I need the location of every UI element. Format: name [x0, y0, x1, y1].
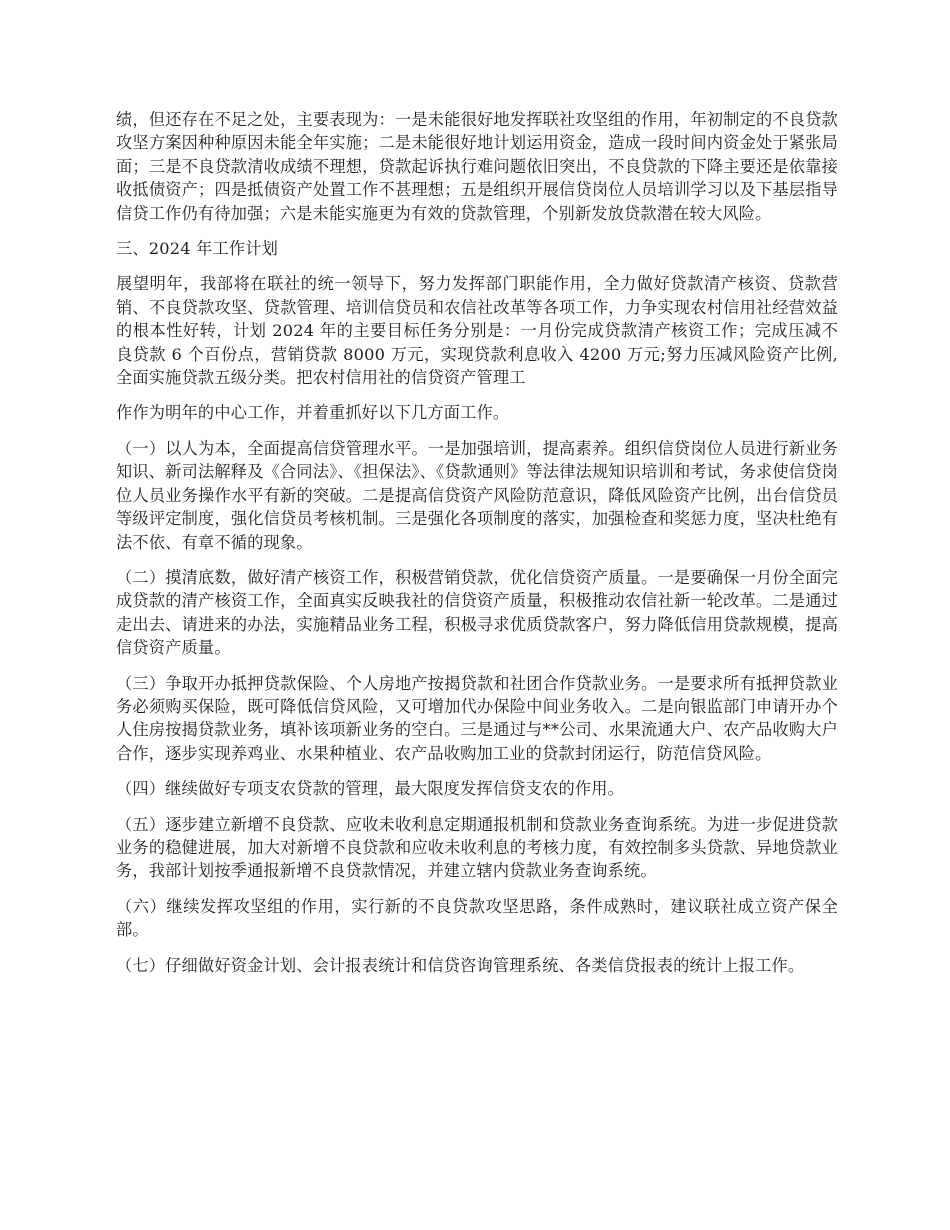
- section-heading-work-plan: 三、2024 年工作计划: [116, 239, 279, 259]
- paragraph-item-4: （四）继续做好专项支农贷款的管理，最大限度发挥信贷支农的作用。: [116, 779, 625, 799]
- paragraph-outlook-continued: 作作为明年的中心工作，并着重抓好以下几方面工作。: [116, 403, 510, 423]
- paragraph-item-3: （三）争取开办抵押贷款保险、个人房地产按揭贷款和社团合作贷款业务。一是要求所有抵押贷款业务必须购买保险，既可降低信贷风险，又可增加代办保险中间业务收入。二是向银监部门申请开办个人住房按揭贷款业务，填补该项新业务的空白。三是通过与**公司、水果流通大户、农产品收购大户合作，逐步实现养鸡业、水果种植业、农产品收购加工业的贷款封闭运行，防范信贷风险。: [116, 673, 838, 763]
- paragraph-item-7: （七）仔细做好资金计划、会计报表统计和信贷咨询管理系统、各类信贷报表的统计上报工作。: [116, 955, 805, 975]
- paragraph-item-2: （二）摸清底数，做好清产核资工作，积极营销贷款，优化信贷资产质量。一是要确保一月份全面完成贷款的清产核资工作，全面真实反映我社的信贷资产质量，积极推动农信社新一轮改革。二是通过走出去、请进来的办法，实施精品业务工程，积极寻求优质贷款客户，努力降低信用贷款规模，提高信贷资产质量。: [116, 567, 838, 658]
- paragraph-outlook: 展望明年，我部将在联社的统一领导下，努力发挥部门职能作用，全力做好贷款清产核资、贷款营销、不良贷款攻坚、贷款管理、培训信贷员和农信社改革等各项工作，力争实现农村信用社经营效益的根本性好转，计划 2024 年的主要目标任务分别是：一月份完成贷款清产核资工作；完成压减不良贷款 6 个百份点，营销贷款 8000 万元，实现贷款利息收入 4200 万元;努力压减风险资产比例,全面实施贷款五级分类。把农村信用社的信贷资产管理工: [116, 274, 838, 388]
- paragraph-summary-shortcomings: 绩，但还存在不足之处，主要表现为：一是未能很好地发挥联社攻坚组的作用，年初制定的不良贷款攻坚方案因种种原因未能全年实施；二是未能很好地计划运用资金，造成一段时间内资金处于紧张局面；三是不良贷款清收成绩不理想，贷款起诉执行难问题依旧突出，不良贷款的下降主要还是依靠接收抵债资产；四是抵债资产处置工作不甚理想；五是组织开展信贷岗位人员培训学习以及下基层指导信贷工作仍有待加强；六是未能实施更为有效的贷款管理，个别新发放贷款潜在较大风险。: [116, 110, 838, 223]
- paragraph-item-1: （一）以人为本，全面提高信贷管理水平。一是加强培训，提高素养。组织信贷岗位人员进行新业务知识、新司法解释及《合同法》、《担保法》、《贷款通则》等法律法规知识培训和考试，务求使信贷岗位人员业务操作水平有新的突破。二是提高信贷资产风险防范意识，降低风险资产比例，出台信贷员等级评定制度，强化信贷员考核机制。三是强化各项制度的落实，加强检查和奖惩力度，坚决杜绝有法不依、有章不循的现象。: [116, 438, 838, 552]
- document-body: [116, 108, 838, 989]
- paragraph-item-5: （五）逐步建立新增不良贷款、应收未收利息定期通报机制和贷款业务查询系统。为进一步促进贷款业务的稳健进展，加大对新增不良贷款和应收未收利息的考核力度，有效控制多头贷款、异地贷款业务，我部计划按季通报新增不良贷款情况，并建立辖内贷款业务查询系统。: [116, 814, 838, 881]
- paragraph-item-6: （六）继续发挥攻坚组的作用，实行新的不良贷款攻坚思路，条件成熟时，建议联社成立资产保全部。: [116, 896, 838, 940]
